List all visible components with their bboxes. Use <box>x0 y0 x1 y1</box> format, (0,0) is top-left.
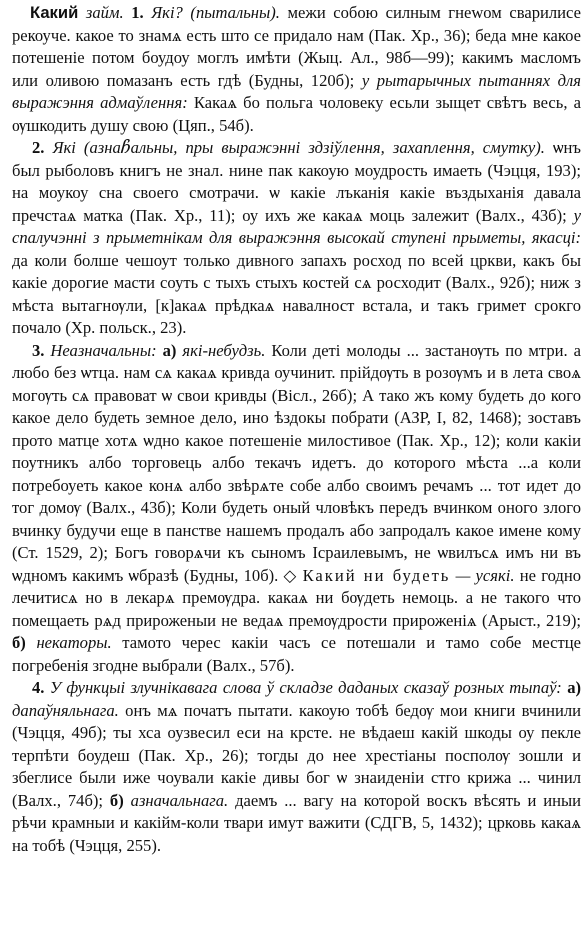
quotation: Какаѧ бо польга чоловеку есьли зыщет свѣтъ весь, а ѹшкодить душу свою (Цяп., 54б). <box>12 93 581 135</box>
quotation: даемъ ... вагу на которой воскъ вѣсять и иныи рѣчи крамныи и какiйм-коли твари имут важити (СДГВ, 5, 1432); црковь какаѧ на тобѣ (Чэцця, 255). <box>12 790 581 855</box>
sense-number: 1. <box>131 3 144 22</box>
subsense-label: які-небудзь. <box>182 340 266 360</box>
phrase-gloss: — усякі. <box>455 565 515 585</box>
subsense-label: дапаўняльнага. <box>12 700 119 720</box>
sense-1 <box>12 2 581 137</box>
quotation: ѡнъ был рыболовъ книгъ не знал. нине пак какоую моудрость имаеть (Чэцця, 193); на моукоу сна своего смотрачи. ѡ какіе лъканія какіе въздыханія давала пречстаѧ матка (Пак. Хр., 11); оу ихъ же какаѧ моць залежит (Валх., 43б); <box>12 138 582 225</box>
sense-4 <box>12 677 581 857</box>
quotation: не годно лечитисѧ но в лекарѧ премѹдра. какаѧ ни бѹдеть немоць. а не такого что помещаеть рѧд прироженыи не ведаѧ премѹдрости прироженіѧ (Арыст., 219); <box>12 565 582 630</box>
subsense-label: у спалучэнні з прыметнікам для выражэння высокай ступені прыметы, якасці: <box>12 205 581 247</box>
headword: Какий <box>30 3 79 22</box>
sense-2 <box>12 137 581 340</box>
quotation: тамото черес какіи часъ се потешали и тамо собе местце погребенія згодне выбрали (Валх., 57б). <box>12 633 581 675</box>
subsense-marker: б) <box>109 790 124 810</box>
subsense-label: некаторы. <box>36 633 112 652</box>
sense-number: 3. <box>32 340 45 360</box>
phrase: Какий ни будеть <box>302 565 451 585</box>
subsense-label: у рытарычных пытаннях для выражэння адмаўлення: <box>12 70 581 112</box>
sense-3 <box>12 340 581 678</box>
subsense-marker: а) <box>162 340 177 360</box>
part-of-speech: займ. <box>85 3 124 22</box>
quotation: да коли болше чешоут только дивного запахъ росход по всей цркви, какъ бы какіе дорогие масти соуть с тыхъ стыхъ костей сѧ росходит (Валх., 92б); ниж з мѣста вытагнѹли, [к]акаѧ прѣдкаѧ навалност встала, и такъ гримет срокго почало (Хр. польск., 23). <box>12 250 581 337</box>
sense-label: У функцыі злучнікавага слова ў складзе даданых сказаў розных тыпаў: <box>49 678 562 697</box>
sense-label: Які (азнаჩальны, пры выражэнні здзіўлення, захаплення, смутку). <box>52 138 545 157</box>
subsense-marker: а) <box>567 678 582 697</box>
quotation: Коли детi молоды ... застанѹть по мтри. а любо без ѡтца. нам сѧ какаѧ кривда оучинит. прiйдѹть в розѹмъ и в лета своѧ могѹть сѧ правоват ѡ свои кривды (Вісл., 26б); А тако жъ кому будеть до кого какое дело будеть земное дело, ино ѣздокы побрати (АЗР, I, 82, 1468); зоставъ прото матце хотѧ ѡдно какое потешеніе милостивое (Пак. Хр., 12); коли какiи поутникъ албо торговець албо текачъ идетъ. до которого мѣста ...а коли потребоуеть какое конѧ албо звѣрѧте собе албо своимъ речамъ ... тот идет до тог домѹ (Валх., 43б); Коли будеть оный чловѣкъ передъ вчинком оного злого вчинку будучи еще в панстве нашемъ продалъ або запродалъ какое имене кому (Ст. 1529, 2); Богъ говорѧчи къ сыномъ Ісраилевымъ, не ѡвилъсѧ имъ ни въ ѡдномъ какимъ ѡбразѣ (Будны, 10б). <box>12 340 582 585</box>
sense-label: Які? (пытальны). <box>151 3 280 22</box>
sense-number: 4. <box>32 678 45 697</box>
quotation: межи собою силным гнewом сварилисе рекоуче. какое то знамѧ есть што се придало нам (Пак. Хр., 36); беда мне какое потешеніе потом боудоу моглъ имѣти (Жыц. Ал., 98б—99); какимъ масломъ или оливою помазанъ есть гдѣ (Будны, 120б); <box>12 3 581 90</box>
subsense-marker: б) <box>12 633 26 652</box>
sense-label: Неазначальны: <box>50 340 157 360</box>
sense-number: 2. <box>32 138 45 157</box>
diamond-marker: ◇ <box>283 565 298 585</box>
quotation: онъ мѧ початъ пытати. какоую тобѣ бедѹ мои книги вчинили (Чэцця, 49б); ты хса оузвесил еси на крсте. не вѣдаеш какій шкоды оу пекле терпѣти боудеш (Пак. Хр., 26); тогды до нее хрестіаны посполѹ зошли и збеглисе были иже чоували какіе дивы бог ѡ знаиденіи стго крижа ... чинил (Валх., 74б); <box>12 700 581 810</box>
subsense-label: азначальнага. <box>130 790 229 810</box>
